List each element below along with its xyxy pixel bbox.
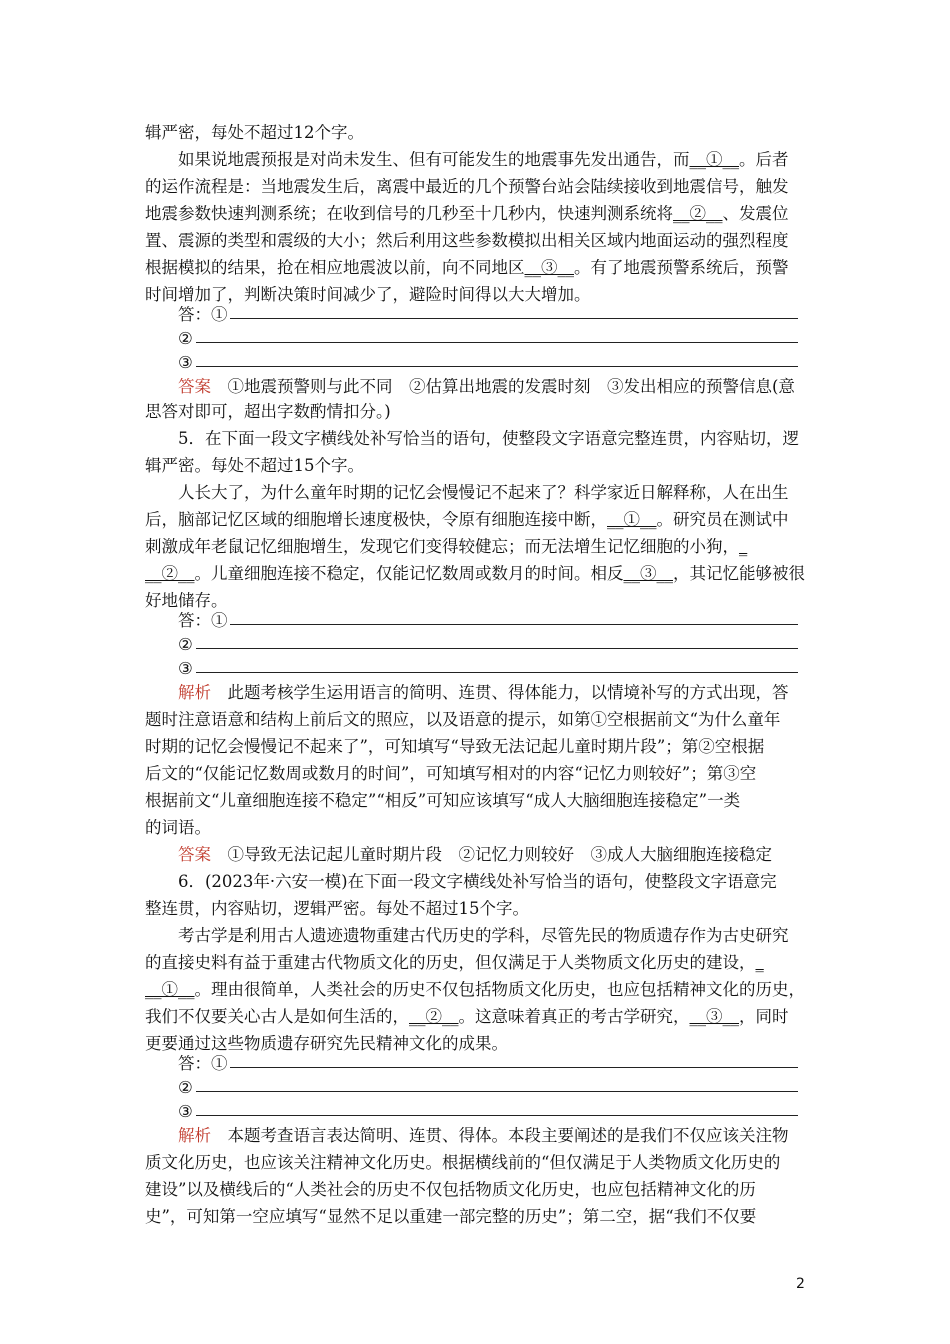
q4-answer-label-1: 答：①	[178, 305, 228, 324]
q6-answer-line-1[interactable]	[230, 1067, 798, 1068]
blank-2: __②__	[673, 204, 723, 223]
q4-instruction-tail: 辑严密，每处不超过12个字。	[145, 123, 364, 142]
blank-1: __①__	[689, 150, 739, 169]
q6-passage-line: 的直接史料有益于重建古代物质文化的历史，但仅满足于人类物质文化历史的建设，_	[145, 953, 764, 972]
q6-answer-label-2: ②	[178, 1078, 193, 1097]
q6-passage-line: 考古学是利用古人遗迹遗物重建古代历史的学科，尽管先民的物质遗存作为古史研究	[178, 926, 789, 945]
q4-passage-line: 如果说地震预报是对尚未发生、但有可能发生的地震事先发出通告，而__①__。后者	[178, 150, 789, 169]
q5-answer-label-2: ②	[178, 635, 193, 654]
q5-answer-label-1: 答：①	[178, 611, 228, 630]
q5-passage-line: 人长大了，为什么童年时期的记忆会慢慢记不起来了？科学家近日解释称，人在出生	[178, 483, 789, 502]
q6-instruction: 整连贯，内容贴切，逻辑严密。每处不超过15个字。	[145, 899, 529, 918]
q4-answer-line-3[interactable]	[196, 366, 798, 367]
blank-3: __③__	[623, 564, 673, 583]
q6-answer-label-1: 答：①	[178, 1054, 228, 1073]
q6-analysis-line: 质文化历史，也应该关注精神文化历史。根据横线前的“但仅满足于人类物质文化历史的	[145, 1153, 781, 1172]
q5-passage-line: 好地储存。	[145, 591, 228, 610]
blank-2: __②__	[145, 564, 195, 583]
q5-analysis-line: 题时注意语意和结构上前后文的照应，以及语意的提示，如第①空根据前文“为什么童年	[145, 710, 781, 729]
q4-passage-line: 置、震源的类型和震级的大小；然后利用这些参数模拟出相关区域内地面运动的强烈程度	[145, 231, 789, 250]
q4-answer-line-2[interactable]	[196, 342, 798, 343]
q6-passage-line: 我们不仅要关心古人是如何生活的，__②__。这意味着真正的考古学研究，__③__，同时	[145, 1007, 789, 1026]
blank-3: __③__	[689, 1007, 739, 1026]
q4-passage-line: 根据模拟的结果，抢在相应地震波以前，向不同地区__③__。有了地震预警系统后，预警	[145, 258, 789, 277]
q5-answer-line-2[interactable]	[196, 648, 798, 649]
analysis-label: 解析	[178, 683, 211, 702]
q5-answer-key: 答案 ①导致无法记起儿童时期片段 ②记忆力则较好 ③成人大脑细胞连接稳定	[178, 845, 772, 864]
q6-instruction: 6．(2023年·六安一模)在下面一段文字横线处补写恰当的语句，使整段文字语意完	[178, 872, 777, 891]
q6-passage-line: 更要通过这些物质遗存研究先民精神文化的成果。	[145, 1034, 508, 1053]
q6-analysis-line: 建设”以及横线后的“人类社会的历史不仅包括物质文化历史，也应包括精神文化的历	[145, 1180, 756, 1199]
q4-answer-key: 答案 ①地震预警则与此不同 ②估算出地震的发震时刻 ③发出相应的预警信息(意	[178, 377, 795, 396]
q4-answer-label-3: ③	[178, 353, 193, 372]
blank-2: __②__	[409, 1007, 459, 1026]
q5-answer-line-3[interactable]	[196, 672, 798, 673]
answer-key-label: 答案	[178, 845, 211, 864]
q5-analysis: 解析 此题考核学生运用语言的简明、连贯、得体能力，以情境补写的方式出现，答	[178, 683, 789, 702]
blank-3: __③__	[524, 258, 574, 277]
q4-passage-line: 地震参数快速判测系统；在收到信号的几秒至十几秒内，快速判测系统将__②__、发震位	[145, 204, 789, 223]
q5-passage-line: __②__。儿童细胞连接不稳定，仅能记忆数周或数月的时间。相反__③__，其记忆能够被很	[145, 564, 805, 583]
q6-answer-line-2[interactable]	[196, 1091, 798, 1092]
q5-analysis-line: 根据前文“儿童细胞连接不稳定”“相反”可知应该填写“成人大脑细胞连接稳定”一类	[145, 791, 741, 810]
q5-answer-label-3: ③	[178, 659, 193, 678]
q5-passage-line: 后，脑部记忆区域的细胞增长速度极快，令原有细胞连接中断，__①__。研究员在测试中	[145, 510, 789, 529]
q4-answer-line-1[interactable]	[230, 318, 798, 319]
q5-analysis-line: 的词语。	[145, 818, 211, 837]
q5-answer-line-1[interactable]	[230, 624, 798, 625]
q4-answer-label-2: ②	[178, 329, 193, 348]
answer-key-label: 答案	[178, 377, 211, 396]
q5-instruction: 5．在下面一段文字横线处补写恰当的语句，使整段文字语意完整连贯，内容贴切，逻	[178, 429, 799, 448]
q4-answer-key-cont: 思答对即可，超出字数酌情扣分。)	[145, 402, 391, 421]
q6-analysis: 解析 本题考查语言表达简明、连贯、得体。本段主要阐述的是我们不仅应该关注物	[178, 1126, 789, 1145]
q4-passage-line: 时间增加了，判断决策时间减少了，避险时间得以大大增加。	[145, 285, 591, 304]
q5-analysis-line: 后文的“仅能记忆数周或数月的时间”，可知填写相对的内容“记忆力则较好”；第③空	[145, 764, 757, 783]
blank-1: __①__	[607, 510, 657, 529]
q6-analysis-line: 史”，可知第一空应填写“显然不足以重建一部完整的历史”；第二空，据“我们不仅要	[145, 1207, 757, 1226]
q6-answer-line-3[interactable]	[196, 1115, 798, 1116]
q5-passage-line: 刺激成年老鼠记忆细胞增生，发现它们变得较健忘；而无法增生记忆细胞的小狗，_	[145, 537, 748, 556]
q5-instruction: 辑严密。每处不超过15个字。	[145, 456, 364, 475]
analysis-label: 解析	[178, 1126, 211, 1145]
page-number: 2	[796, 1276, 805, 1292]
blank-1: __①__	[145, 980, 195, 999]
q5-analysis-line: 时期的记忆会慢慢记不起来了”，可知填写“导致无法记起儿童时期片段”；第②空根据	[145, 737, 765, 756]
q4-passage-line: 的运作流程是：当地震发生后，离震中最近的几个预警台站会陆续接收到地震信号，触发	[145, 177, 789, 196]
q6-answer-label-3: ③	[178, 1102, 193, 1121]
q6-passage-line: __①__。理由很简单，人类社会的历史不仅包括物质文化历史，也应包括精神文化的历史，	[145, 980, 805, 999]
